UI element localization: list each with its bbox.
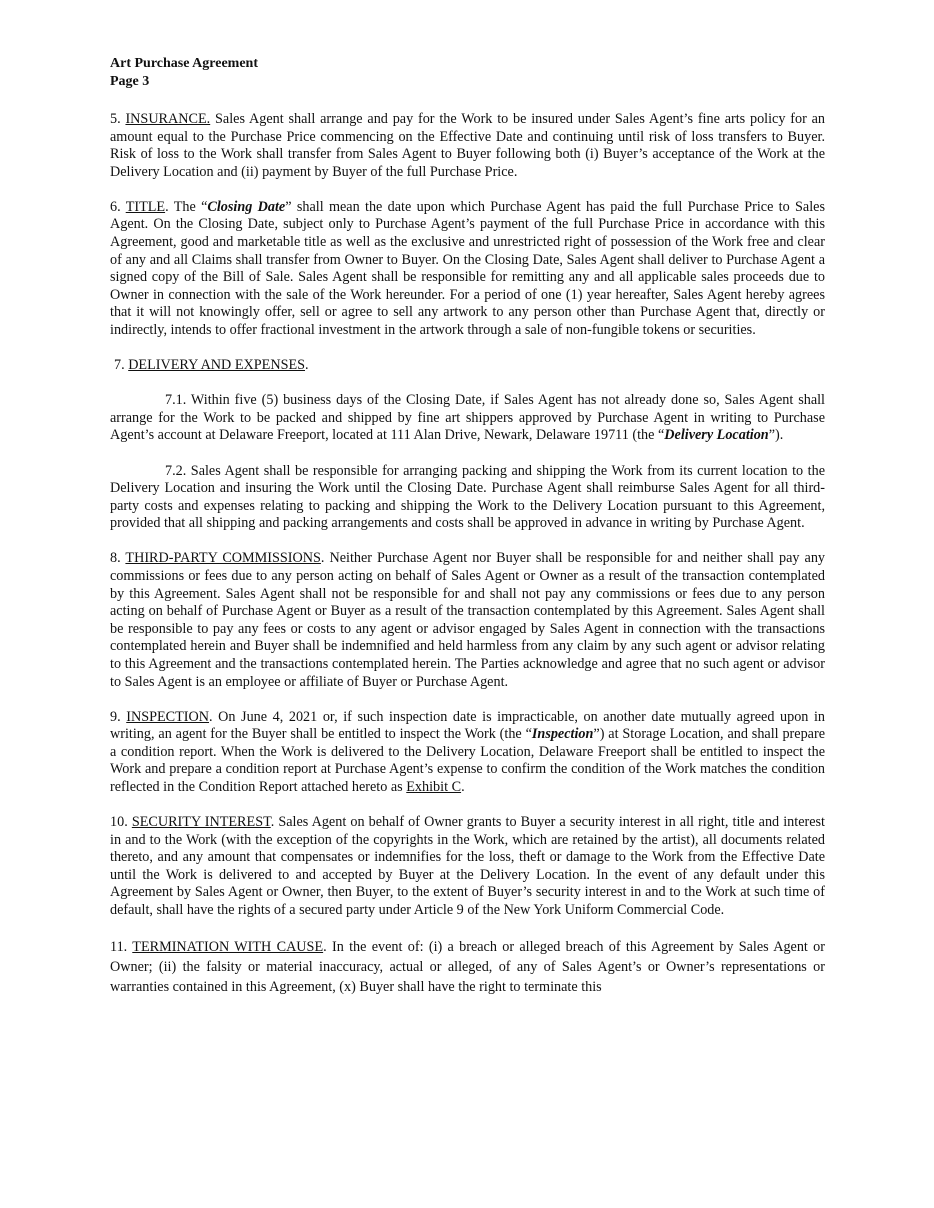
section-body: . Sales Agent on behalf of Owner grants to Buyer a security interest in all right, title and interest in and to the Work (with the exception of the copyrights in the Work, which are retained by the artist), all documents related thereto, and any amount that compensates or indemnifies for the loss, theft or damage to the Work from the Effective Date until the Work is delivered to and accepted by Buyer at the Delivery Location. In the event of any default under this Agreement by Sales Agent or Owner, then Buyer, to the extent of Buyer’s security interest in and to the Work at such time of default, shall have the rights of a secured party under Article 9 of the New York Uniform Commercial Code. (110, 814, 825, 919)
section-heading: TERMINATION WITH CAUSE (132, 939, 324, 956)
defined-term: Closing Date (207, 198, 286, 215)
section-heading: INSURANCE. (125, 111, 211, 127)
section-heading: INSPECTION (126, 708, 209, 725)
section-5-insurance (110, 111, 825, 181)
section-number: 7. (114, 357, 125, 374)
section-body: ” shall mean the date upon which Purchase Agent has paid the full Purchase Price to Sales Agent. On the Closing Date, subject only to Purchase Agent’s payment of the full Purchase Price in accordance with this Agreement, good and marketable title as well as the exclusive and unrestricted right of possession of the Work free and clear of any and all Claims shall transfer from Owner to Buyer. On the Closing Date, Sales Agent shall deliver to Purchase Agent a signed copy of the Bill of Sale. Sales Agent shall be responsible for remitting any and all applicable sales proceeds due to Owner in connection with the sale of the Work hereunder. For a period of one (1) year hereafter, Sales Agent hereby agrees that it will not knowingly offer, sell or agree to sell any artwork to any person other than Purchase Agent that, directly or indirectly, intends to offer fractional investment in the artwork through a sale of non-fungible tokens or securities. (110, 198, 825, 339)
section-number: 5. (110, 111, 121, 127)
section-number: 10. (110, 814, 128, 831)
section-body: ”) at Storage Location, and shall prepare a condition report. When the Work is delivered to the Delivery Location, Delaware Freeport shall be entitled to inspect the Work and prepare a condition report at Purchase Agent’s expense to confirm the condition of the Work matches the condition reflected in the Condition Report attached hereto as (110, 726, 825, 795)
document-title: Art Purchase Agreement (110, 56, 258, 71)
page-number: Page 3 (110, 74, 150, 89)
section-number: 11. (110, 939, 128, 956)
section-punct: . (461, 779, 465, 795)
section-number: 6. (110, 198, 121, 215)
section-text: . The “ (165, 198, 208, 215)
defined-term: Delivery Location (664, 427, 769, 444)
section-number: 8. (110, 550, 121, 567)
section-7-delivery (110, 357, 825, 375)
document-page (110, 55, 825, 997)
section-8-commissions (110, 550, 825, 691)
subsection-7-1 (110, 392, 825, 445)
section-text: . On June 4, 2021 or, if such inspection date is impracticable, on another date mutually agreed upon in writing, an agent for the Buyer shall be entitled to inspect the Work (the “ (110, 708, 826, 743)
section-body: Sales Agent shall arrange and pay for the Work to be insured under Sales Agent’s fine arts policy for an amount equal to the Purchase Price commencing on the Effective Date and continuing until risk of loss transfers to Buyer. Risk of loss to the Work shall transfer from Sales Agent to Buyer following both (i) Buyer’s acceptance of the Work at the Delivery Location and (ii) payment by Buyer of the full Purchase Price. (110, 111, 825, 180)
section-6-title (110, 199, 825, 340)
section-9-inspection (110, 709, 825, 797)
section-body: . Neither Purchase Agent nor Buyer shall be responsible for and neither shall pay any commissions or fees due to any person acting on behalf of Sales Agent or Owner as a result of the transaction contemplated by this Agreement. Sales Agent shall not be responsible for and shall not pay any commissions or fees due to any person acting on behalf of Purchase Agent or Buyer as a result of the transaction contemplated by this Agreement. Sales Agent shall be responsible to pay any fees or costs to any agent or advisor engaged by Sales Agent in connection with the transactions contemplated herein and Buyer shall be indemnified and held harmless from any claim by any such agent or advisor relating to this Agreement and the transactions contemplated herein. The Parties acknowledge and agree that no such agent or advisor to Sales Agent is an employee or affiliate of Buyer or Purchase Agent. (110, 550, 826, 690)
section-text: ”). (768, 427, 784, 444)
section-10-security (110, 814, 825, 920)
exhibit-reference: Exhibit C (406, 779, 462, 795)
section-heading: DELIVERY AND EXPENSES (128, 357, 306, 374)
defined-term: Inspection (531, 726, 594, 743)
section-number: 9. (110, 708, 121, 725)
section-body: . In the event of: (i) a breach or alleged breach of this Agreement by Sales Agent or Owner; (ii) the falsity or material inaccuracy, actual or alleged, of any of Sales Agent’s or Owner’s representations or warranties contained in this Agreement, (x) Buyer shall have the right to terminate this (110, 939, 826, 996)
section-heading: TITLE (125, 198, 166, 215)
section-body: 7.1. Within five (5) business days of the Closing Date, if Sales Agent has not already done so, Sales Agent shall arrange for the Work to be packed and shipped by fine art shippers approved by Purchase Agent in writing to Purchase Agent’s account at Delaware Freeport, located at 111 Alan Drive, Newark, Delaware 19711 (the “ (110, 392, 825, 444)
section-heading: THIRD-PARTY COMMISSIONS (125, 550, 321, 567)
subsection-7-2: 7.2. Sales Agent shall be responsible for arranging packing and shipping the Work from its current location to the Delivery Location and insuring the Work until the Closing Date. Purchase Agent shall reimburse Sales Agent for all third-party costs and expenses relating to packing and shipping the Work to the Delivery Location pursuant to this Agreement, provided that all shipping and packing arrangements and costs shall be approved in advance in writing by Purchase Agent. (110, 462, 825, 532)
section-11-termination (110, 937, 825, 997)
section-punct: . (305, 357, 309, 374)
section-heading: SECURITY INTEREST (131, 814, 271, 831)
